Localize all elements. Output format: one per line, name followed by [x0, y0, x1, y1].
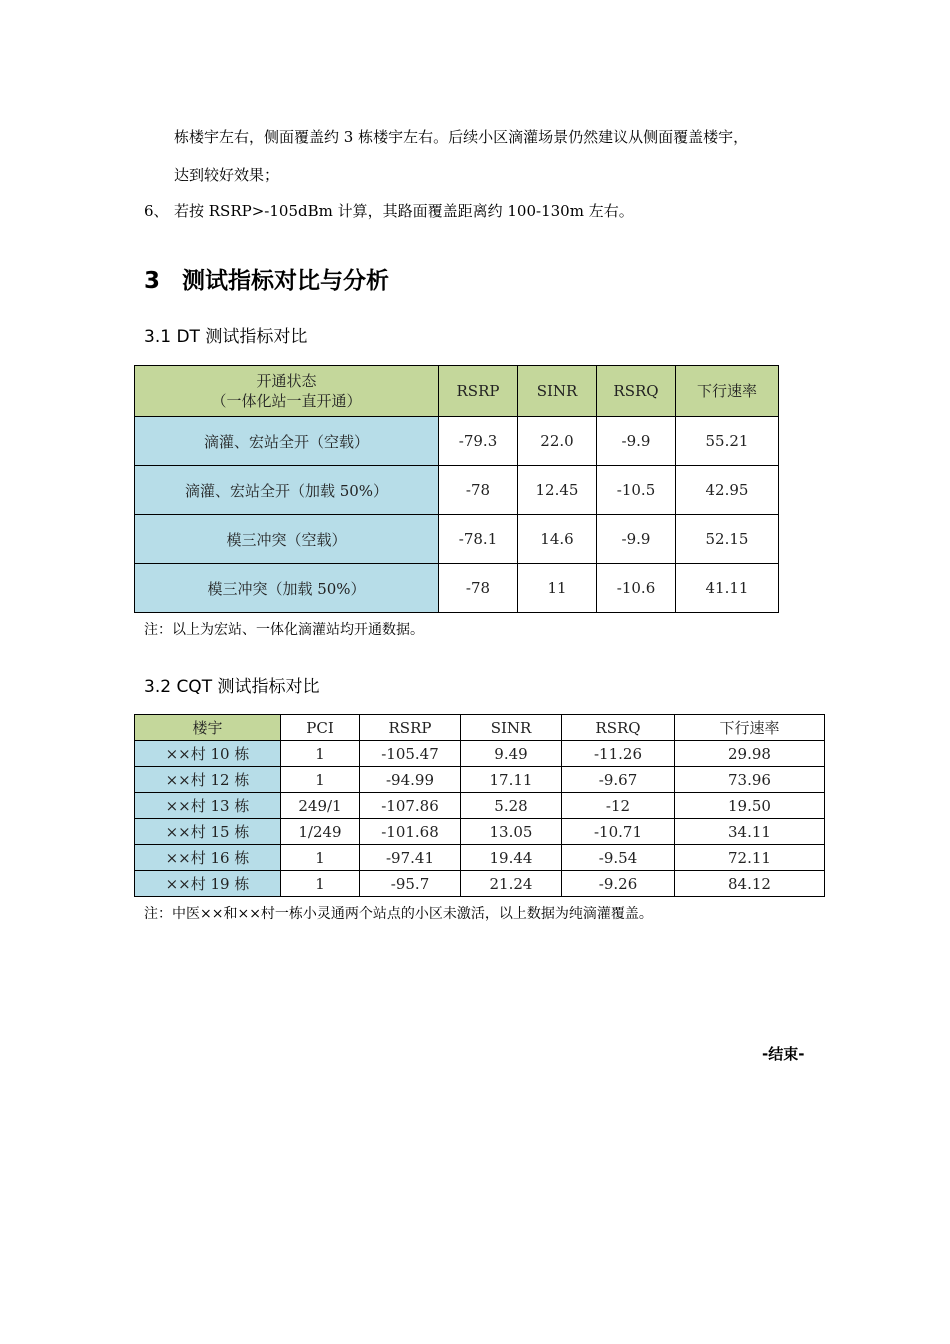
dt-metrics-table [134, 365, 779, 613]
cell-pci: 1 [281, 871, 360, 897]
cell-rsrp: -101.68 [360, 819, 461, 845]
cell-rsrq: -9.9 [597, 515, 676, 564]
table-row [135, 845, 825, 871]
cell-rsrp: -107.86 [360, 793, 461, 819]
list-item-number: 6、 [144, 202, 169, 220]
cell-pci: 1 [281, 767, 360, 793]
header-building: 楼宇 [135, 715, 281, 741]
cell-rate: 29.98 [675, 741, 825, 767]
table-row [135, 466, 779, 515]
table-row [135, 819, 825, 845]
cell-sinr: 19.44 [461, 845, 562, 871]
section-title: 测试指标对比与分析 [182, 268, 390, 294]
cell-rsrq: -9.9 [597, 417, 676, 466]
cell-rate: 19.50 [675, 793, 825, 819]
cell-rsrq: -11.26 [562, 741, 675, 767]
cell-pci: 1 [281, 845, 360, 871]
cell-sinr: 17.11 [461, 767, 562, 793]
cell-pci: 1 [281, 741, 360, 767]
table-row [135, 515, 779, 564]
header-sinr: SINR [518, 366, 597, 417]
header-rsrq: RSRQ [562, 715, 675, 741]
cell-rsrq: -10.5 [597, 466, 676, 515]
cqt-metrics-table [134, 714, 825, 897]
table-row [135, 417, 779, 466]
dt-table-note: 注：以上为宏站、一体化滴灌站均开通数据。 [144, 622, 424, 638]
header-rate: 下行速率 [676, 366, 779, 417]
cell-pci: 1/249 [281, 819, 360, 845]
cell-rsrq: -10.6 [597, 564, 676, 613]
header-pci: PCI [281, 715, 360, 741]
cell-rate: 72.11 [675, 845, 825, 871]
header-state [135, 366, 439, 417]
cell-state: 滴灌、宏站全开（加载 50%） [135, 466, 439, 515]
cell-rate: 84.12 [675, 871, 825, 897]
table-row [135, 793, 825, 819]
header-rsrq: RSRQ [597, 366, 676, 417]
table-header-row [135, 366, 779, 417]
section-3-2-heading: 3.2 CQT 测试指标对比 [144, 677, 320, 697]
paragraph-line-1: 栋楼宇左右，侧面覆盖约 3 栋楼宇左右。后续小区滴灌场景仍然建议从侧面覆盖楼宇， [174, 128, 749, 146]
cell-rsrp: -78.1 [439, 515, 518, 564]
cell-rsrq: -9.67 [562, 767, 675, 793]
cell-rsrq: -9.26 [562, 871, 675, 897]
cell-rate: 52.15 [676, 515, 779, 564]
cell-building: ××村 12 栋 [135, 767, 281, 793]
header-sinr: SINR [461, 715, 562, 741]
cell-sinr: 22.0 [518, 417, 597, 466]
end-mark: -结束- [762, 1045, 805, 1063]
header-state-line2: （一体化站一直开通） [211, 392, 362, 410]
cell-building: ××村 16 栋 [135, 845, 281, 871]
cell-rsrp: -94.99 [360, 767, 461, 793]
table-row [135, 741, 825, 767]
cell-rsrq: -12 [562, 793, 675, 819]
cell-rsrp: -97.41 [360, 845, 461, 871]
cell-building: ××村 13 栋 [135, 793, 281, 819]
header-rsrp: RSRP [439, 366, 518, 417]
cell-sinr: 5.28 [461, 793, 562, 819]
header-rate: 下行速率 [675, 715, 825, 741]
cell-sinr: 21.24 [461, 871, 562, 897]
cell-rsrp: -78 [439, 466, 518, 515]
cell-rsrp: -78 [439, 564, 518, 613]
cell-rsrp: -95.7 [360, 871, 461, 897]
cell-sinr: 13.05 [461, 819, 562, 845]
cell-pci: 249/1 [281, 793, 360, 819]
cell-rsrp: -79.3 [439, 417, 518, 466]
cell-building: ××村 15 栋 [135, 819, 281, 845]
cell-rsrq: -9.54 [562, 845, 675, 871]
header-rsrp: RSRP [360, 715, 461, 741]
cell-state: 模三冲突（加载 50%） [135, 564, 439, 613]
cell-rate: 42.95 [676, 466, 779, 515]
cell-sinr: 9.49 [461, 741, 562, 767]
section-number: 3 [144, 268, 161, 294]
cell-building: ××村 19 栋 [135, 871, 281, 897]
table-row [135, 767, 825, 793]
table-header-row [135, 715, 825, 741]
list-item-text: 若按 RSRP>-105dBm 计算，其路面覆盖距离约 100-130m 左右。 [174, 202, 634, 220]
cell-state: 滴灌、宏站全开（空载） [135, 417, 439, 466]
cell-rate: 41.11 [676, 564, 779, 613]
cell-rate: 73.96 [675, 767, 825, 793]
cell-sinr: 11 [518, 564, 597, 613]
cell-state: 模三冲突（空载） [135, 515, 439, 564]
cell-sinr: 14.6 [518, 515, 597, 564]
table-row [135, 871, 825, 897]
cqt-table-note: 注：中医××和××村一栋小灵通两个站点的小区未激活，以上数据为纯滴灌覆盖。 [144, 906, 653, 922]
cell-rate: 55.21 [676, 417, 779, 466]
section-3-heading [144, 262, 389, 295]
section-3-1-heading: 3.1 DT 测试指标对比 [144, 327, 308, 347]
cell-building: ××村 10 栋 [135, 741, 281, 767]
paragraph-line-2: 达到较好效果； [174, 166, 280, 184]
cell-rate: 34.11 [675, 819, 825, 845]
table-row [135, 564, 779, 613]
cell-rsrp: -105.47 [360, 741, 461, 767]
header-state-line1: 开通状态 [256, 372, 317, 390]
cell-rsrq: -10.71 [562, 819, 675, 845]
cell-sinr: 12.45 [518, 466, 597, 515]
